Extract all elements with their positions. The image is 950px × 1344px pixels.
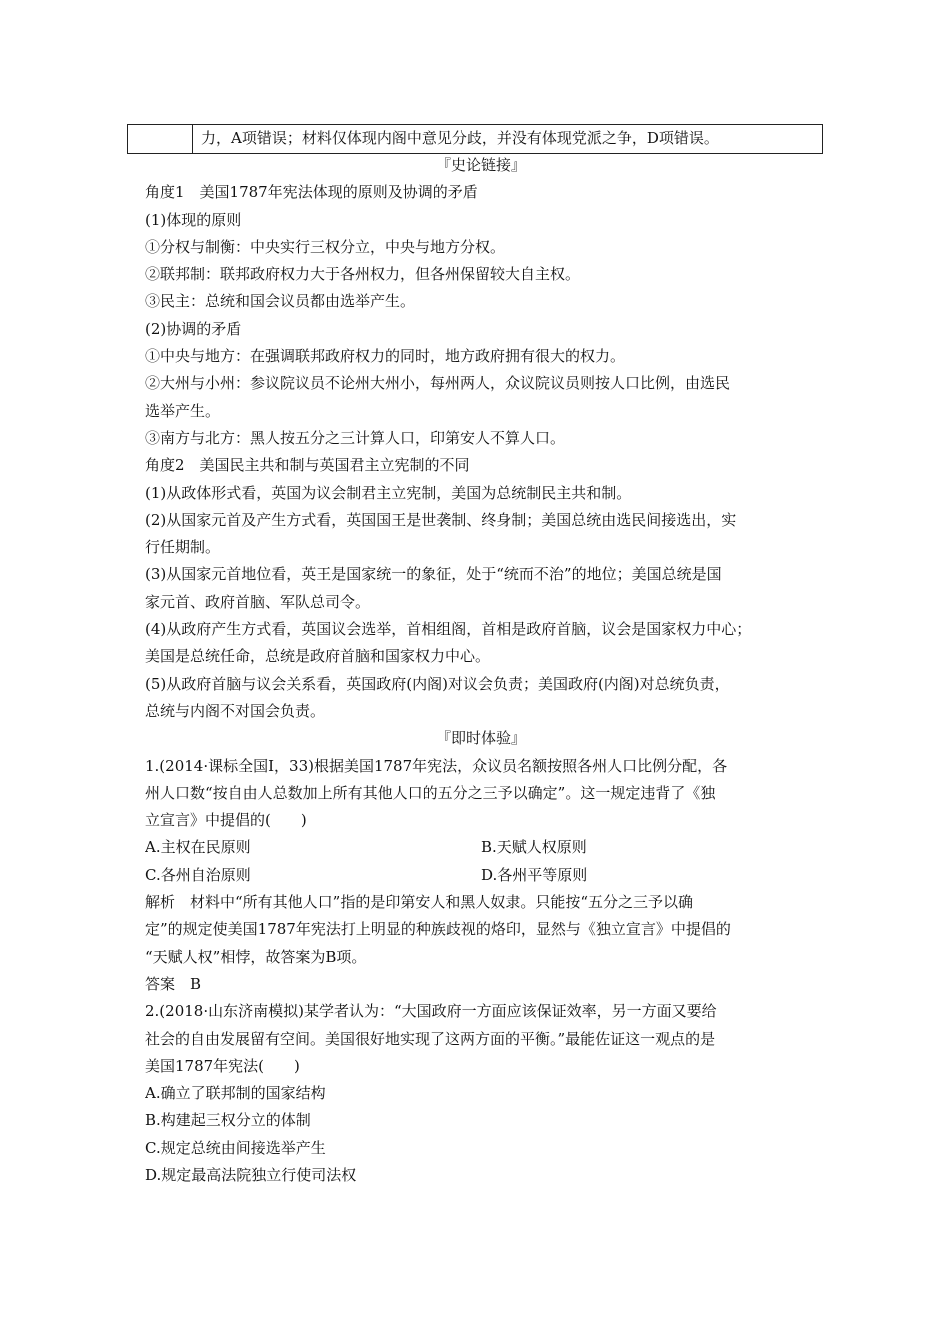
q2-option-b: B.构建起三权分立的体制 <box>145 1111 311 1130</box>
angle1-contradiction-item: ③南方与北方：黑人按五分之三计算人口，印第安人不算人口。 <box>145 428 566 447</box>
angle2-line: 美国是总统任命，总统是政府首脑和国家权力中心。 <box>145 647 491 666</box>
angle2-line: 家元首、政府首脑、军队总司令。 <box>145 592 371 611</box>
angle2-line: 总统与内阁不对国会负责。 <box>145 701 326 720</box>
q1-analysis-line: 解析 材料中“所有其他人口”指的是印第安人和黑人奴隶。只能按“五分之三予以确 <box>145 893 694 912</box>
angle1-title: 角度1 美国1787年宪法体现的原则及协调的矛盾 <box>145 183 478 202</box>
angle2-line: (2)从国家元首及产生方式看，英国国王是世袭制、终身制；美国总统由选民间接选出，实 <box>145 510 737 529</box>
angle1-contradiction-item: ②大州与小州：参议院议员不论州大州小，每州两人，众议院议员则按人口比例，由选民 <box>145 374 731 393</box>
q1-option-d: D.各州平等原则 <box>481 865 588 884</box>
q1-option-c: C.各州自治原则 <box>145 865 251 884</box>
table-empty-cell <box>128 125 193 153</box>
q1-options-row <box>145 862 817 889</box>
q2-stem-line: 2.(2018·山东济南模拟)某学者认为：“大国政府一方面应该保证效率，另一方面又要给 <box>145 1002 717 1021</box>
section-heading-instant-practice: 『即时体验』 <box>435 729 526 748</box>
q1-analysis-line: 定”的规定使美国1787年宪法打上明显的种族歧视的烙印，显然与《独立宣言》中提倡的 <box>145 920 731 939</box>
q2-option-c: C.规定总统由间接选举产生 <box>145 1138 326 1157</box>
q1-stem-line: 1.(2014·课标全国Ⅰ，33)根据美国1787年宪法，众议员名额按照各州人口比例分配，各 <box>145 756 728 775</box>
angle2-line: 行任期制。 <box>145 538 221 557</box>
angle2-line: (4)从政府产生方式看，英国议会选举，首相组阁，首相是政府首脑，议会是国家权力中心； <box>145 620 752 639</box>
angle1-principle-item: ③民主：总统和国会议员都由选举产生。 <box>145 292 416 311</box>
q2-stem-line: 社会的自由发展留有空间。美国很好地实现了这两方面的平衡。”最能佐证这一观点的是 <box>145 1029 716 1048</box>
angle2-line: (3)从国家元首地位看，英王是国家统一的象征，处于“统而不治”的地位；美国总统是国 <box>145 565 722 584</box>
answer-table-row <box>127 124 823 154</box>
q1-answer: 答案 B <box>145 974 202 993</box>
q2-option-d: D.规定最高法院独立行使司法权 <box>145 1165 357 1184</box>
q1-option-a: A.主权在民原则 <box>145 838 251 857</box>
section-heading-history-link: 『史论链接』 <box>435 156 526 174</box>
q2-stem-line: 美国1787年宪法( ) <box>145 1056 300 1075</box>
angle1-subheading-contradictions: (2)协调的矛盾 <box>145 319 242 338</box>
q1-option-b: B.天赋人权原则 <box>481 838 587 857</box>
q1-stem-line: 立宣言》中提倡的( ) <box>145 811 307 830</box>
angle2-line: (1)从政体形式看，英国为议会制君主立宪制，美国为总统制民主共和制。 <box>145 483 632 502</box>
q2-option-a: A.确立了联邦制的国家结构 <box>145 1084 326 1103</box>
angle2-title: 角度2 美国民主共和制与英国君主立宪制的不同 <box>145 456 470 475</box>
q1-options-row <box>145 834 817 861</box>
q1-stem-line: 州人口数“按自由人总数加上所有其他人口的五分之三予以确定”。这一规定违背了《独 <box>145 783 716 802</box>
angle1-subheading-principles: (1)体现的原则 <box>145 210 242 229</box>
angle2-line: (5)从政府首脑与议会关系看，英国政府(内阁)对议会负责；美国政府(内阁)对总统负责， <box>145 674 730 693</box>
q1-analysis-line: “天赋人权”相悖，故答案为B项。 <box>145 947 367 966</box>
angle1-contradiction-item: ①中央与地方：在强调联邦政府权力的同时，地方政府拥有很大的权力。 <box>145 347 626 366</box>
main-content <box>145 152 817 1189</box>
angle1-principle-item: ①分权与制衡：中央实行三权分立，中央与地方分权。 <box>145 237 506 256</box>
table-text-cell: 力，A项错误；材料仅体现内阁中意见分歧，并没有体现党派之争，D项错误。 <box>201 129 719 147</box>
angle1-principle-item: ②联邦制：联邦政府权力大于各州权力，但各州保留较大自主权。 <box>145 265 581 284</box>
angle1-contradiction-item: 选举产生。 <box>145 401 221 420</box>
